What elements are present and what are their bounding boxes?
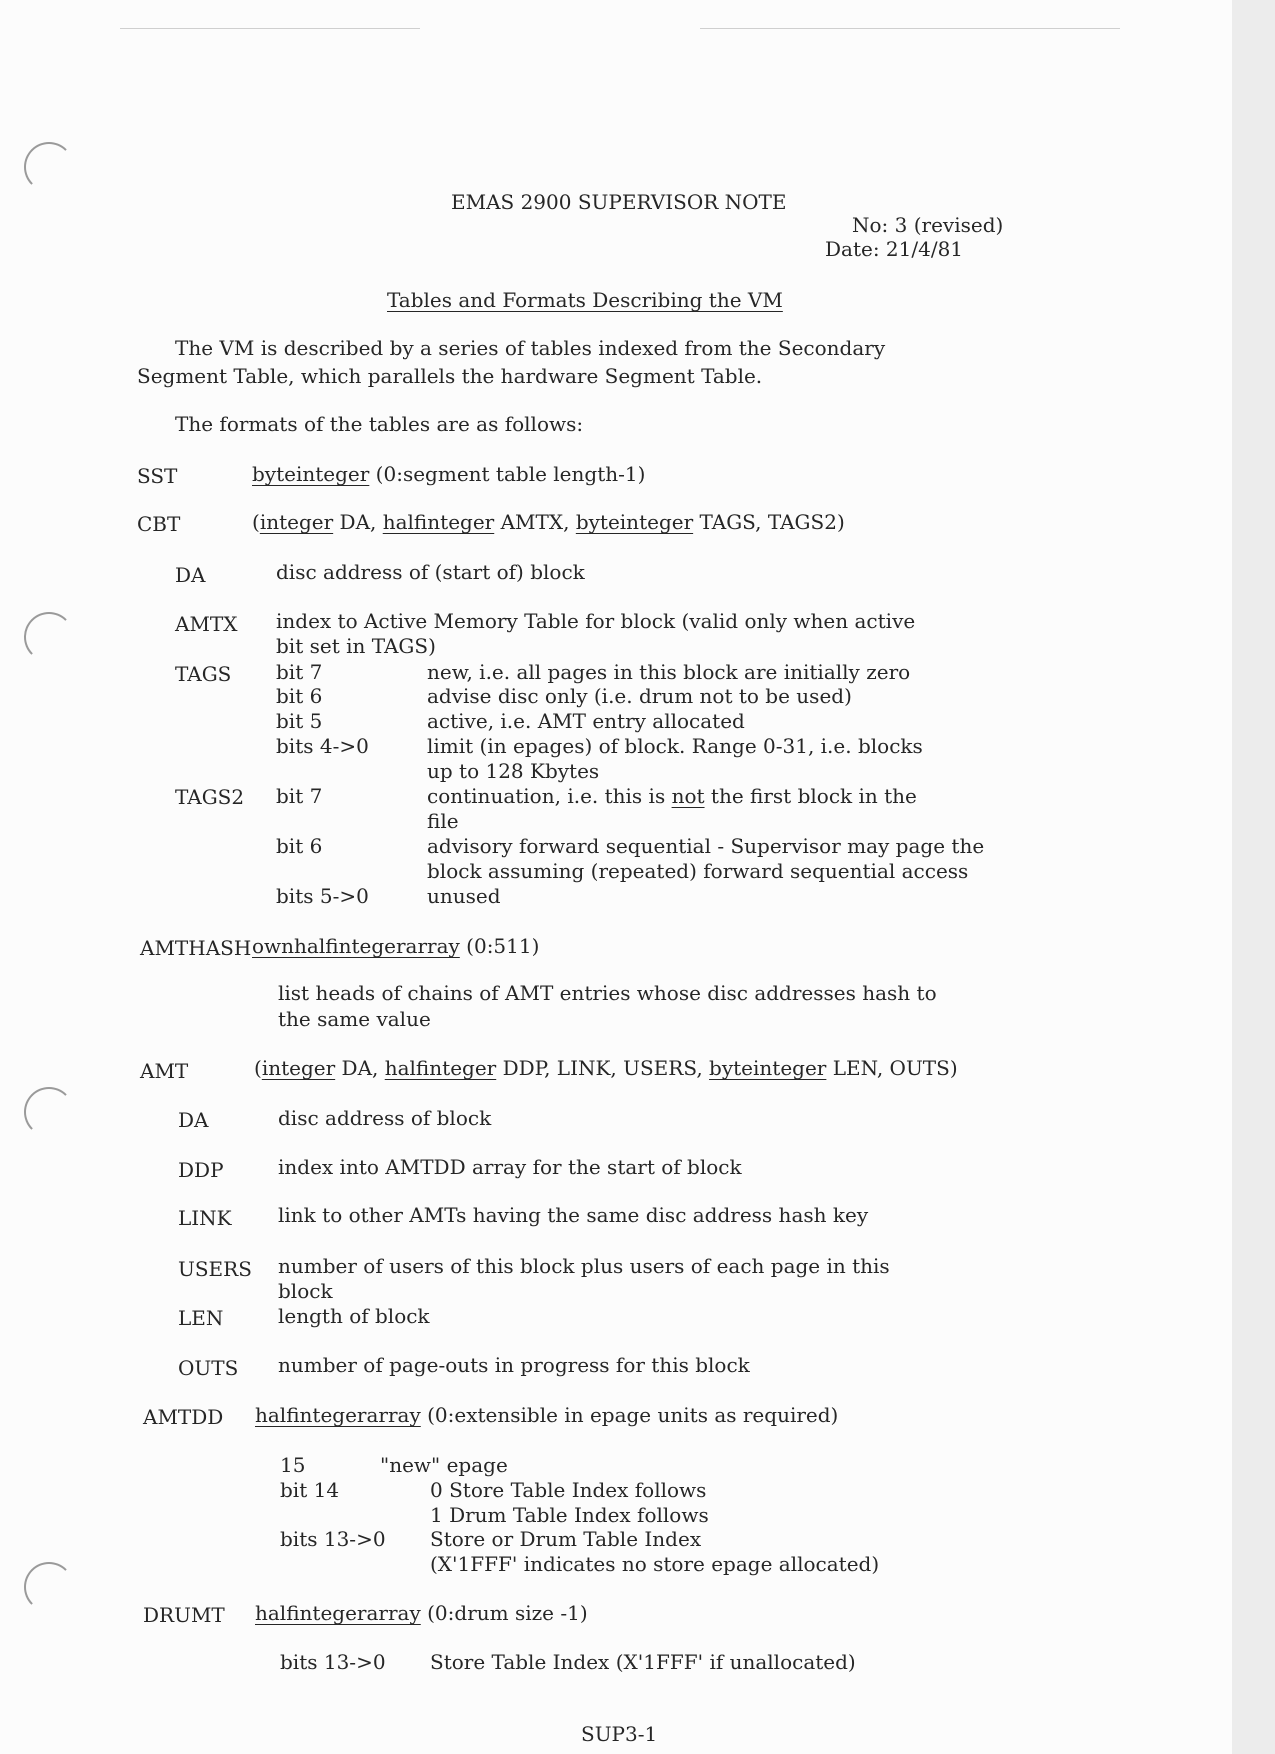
field-name: OUTS [178,1356,239,1380]
intro-paragraph-line: Segment Table, which parallels the hardware Segment Table. [137,364,763,388]
bit-desc: limit (in epages) of block. Range 0-31, i.e. blocks [427,734,923,758]
bit-label: bits 13->0 [280,1527,386,1551]
punch-hole [24,1562,74,1612]
type-keyword: byteinteger [252,462,370,486]
type-keyword: byteinteger [709,1056,827,1080]
bit-desc: unused [427,884,501,908]
type-keyword: halfintegerarray [255,1403,421,1427]
bit-label: bit 14 [280,1478,340,1502]
cbt-declaration: (integer DA, halfinteger AMTX, byteinteger TAGS, TAGS2) [252,510,845,534]
bit-desc: block assuming (repeated) forward sequential access [427,859,969,883]
drumt-declaration: halfintegerarray (0:drum size -1) [255,1601,588,1625]
field-name: DA [178,1108,209,1132]
field-name: LINK [178,1206,232,1230]
bit-desc: Store or Drum Table Index [430,1527,702,1551]
note-number: No: 3 (revised) [852,213,1004,237]
bit-desc: "new" epage [380,1453,508,1477]
emphasis: not [671,784,705,808]
bit-label: 15 [280,1453,306,1477]
bit-desc: continuation, i.e. this is not the first block in the [427,784,917,808]
table-name-cbt: CBT [137,512,181,536]
field-desc: list heads of chains of AMT entries whose disc addresses hash to [278,981,937,1005]
type-keyword: integer [259,510,334,534]
type-keyword: byteinteger [575,510,694,534]
bit-label: bit 7 [276,660,323,684]
bit-desc: (X'1FFF' indicates no store epage allocated) [430,1552,880,1576]
bit-desc: 0 Store Table Index follows [430,1478,707,1502]
page-footer: SUP3-1 [581,1722,658,1746]
field-name: TAGS [175,662,232,686]
note-date: Date: 21/4/81 [825,237,964,261]
field-name: DA [175,563,206,587]
scan-border [1232,0,1275,1754]
bit-label: bit 6 [276,834,323,858]
amthash-declaration: ownhalfintegerarray (0:511) [252,934,540,958]
type-keyword: halfintegerarray [255,1601,421,1625]
scan-line [120,28,420,29]
field-desc: disc address of (start of) block [276,560,585,584]
punch-hole [24,142,74,192]
table-name-amtdd: AMTDD [143,1405,224,1429]
field-name: AMTX [175,612,238,636]
field-desc: index to Active Memory Table for block (valid only when active [276,609,916,633]
punch-hole [24,612,74,662]
intro-paragraph-line: The VM is described by a series of tables indexed from the Secondary [175,336,886,360]
intro-paragraph: The formats of the tables are as follows: [175,412,584,436]
table-name-amthash: AMTHASH [140,936,252,960]
bit-desc: file [427,809,459,833]
field-desc: link to other AMTs having the same disc address hash key [278,1203,869,1227]
field-name: DDP [178,1158,224,1182]
sst-declaration: byteinteger (0:segment table length-1) [252,462,646,486]
field-desc: the same value [278,1007,431,1031]
type-keyword: halfinteger [384,1056,497,1080]
type-keyword: ownhalfintegerarray [252,934,460,958]
bit-desc: Store Table Index (X'1FFF' if unallocated) [430,1650,856,1674]
bit-desc: advisory forward sequential - Supervisor may page the [427,834,985,858]
bit-label: bits 13->0 [280,1650,386,1674]
bit-desc: new, i.e. all pages in this block are initially zero [427,660,911,684]
table-name-amt: AMT [140,1059,189,1083]
amtdd-declaration: halfintegerarray (0:extensible in epage units as required) [255,1403,839,1427]
field-desc: disc address of block [278,1106,492,1130]
bit-desc: 1 Drum Table Index follows [430,1503,709,1527]
amt-declaration: (integer DA, halfinteger DDP, LINK, USERS, byteinteger LEN, OUTS) [254,1056,958,1080]
field-desc: bit set in TAGS) [276,634,436,658]
scan-line [700,28,1120,29]
bit-label: bits 4->0 [276,734,369,758]
field-name: TAGS2 [175,785,245,809]
punch-hole [24,1087,74,1137]
field-desc: block [278,1279,333,1303]
field-desc: number of users of this block plus users of each page in this [278,1254,890,1278]
bit-desc: up to 128 Kbytes [427,759,600,783]
bit-desc: advise disc only (i.e. drum not to be used) [427,684,852,708]
field-desc: length of block [278,1304,430,1328]
bit-label: bits 5->0 [276,884,369,908]
table-name-drumt: DRUMT [143,1603,225,1627]
field-name: LEN [178,1306,224,1330]
bit-label: bit 7 [276,784,323,808]
field-desc: number of page-outs in progress for this block [278,1353,750,1377]
table-name-sst: SST [137,464,178,488]
field-name: USERS [178,1257,252,1281]
type-keyword: integer [261,1056,336,1080]
field-desc: index into AMTDD array for the start of block [278,1155,742,1179]
bit-label: bit 5 [276,709,323,733]
bit-desc: active, i.e. AMT entry allocated [427,709,745,733]
type-keyword: halfinteger [382,510,495,534]
section-heading: Tables and Formats Describing the VM [387,288,783,312]
bit-label: bit 6 [276,684,323,708]
document-title: EMAS 2900 SUPERVISOR NOTE [451,190,787,214]
